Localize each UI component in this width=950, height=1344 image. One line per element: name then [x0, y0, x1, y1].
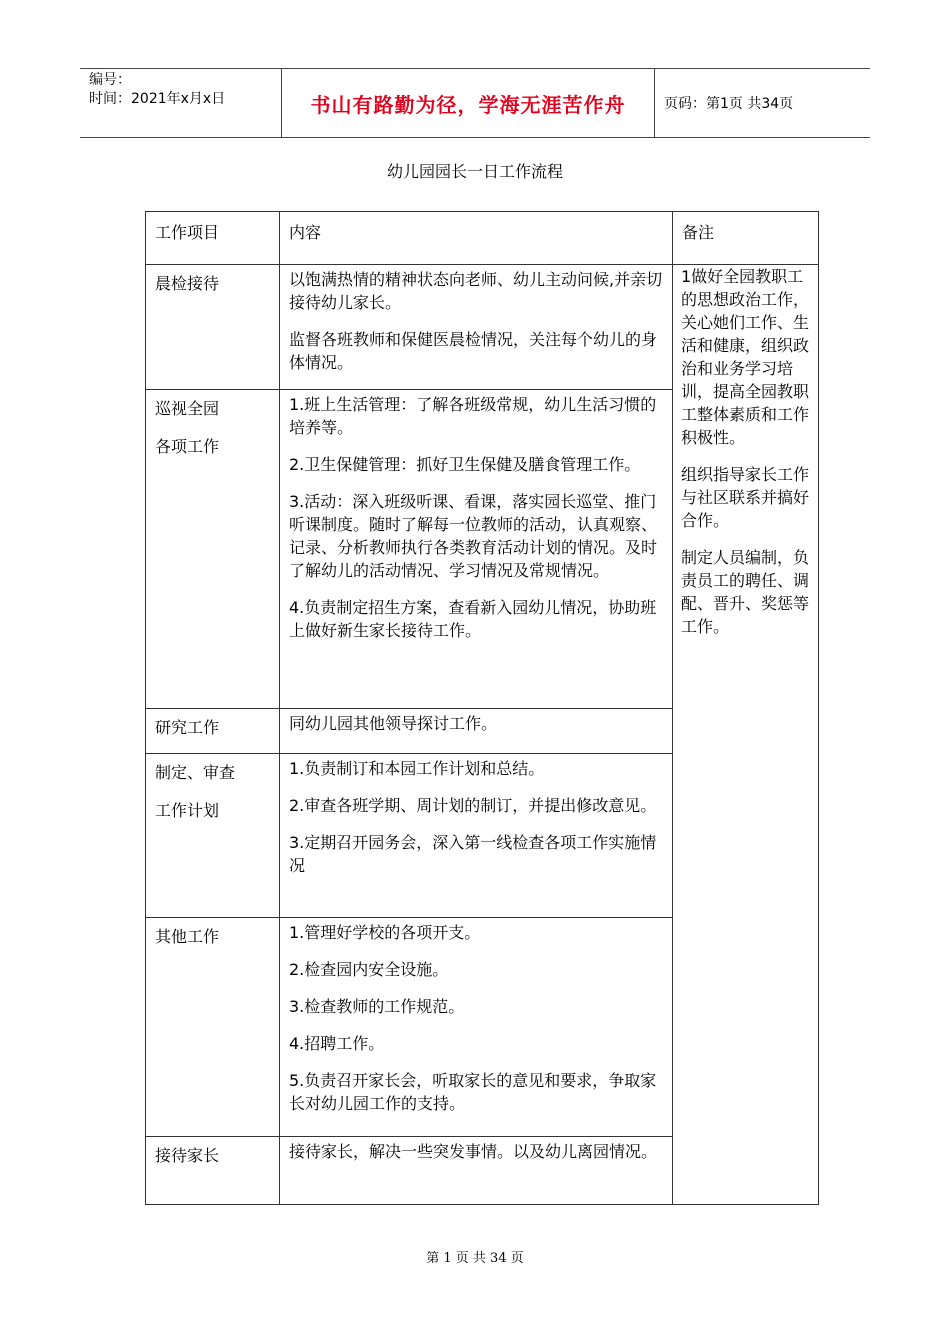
content-item: 1.管理好学校的各项开支。: [289, 923, 481, 942]
document-header: [80, 68, 870, 138]
work-item-cell: [146, 1137, 280, 1205]
content-cell: [280, 754, 673, 918]
header-motto: 书山有路勤为径，学海无涯苦作舟: [282, 69, 655, 137]
content-cell: [280, 709, 673, 754]
note-item: 组织指导家长工作与社区联系并搞好合作。: [681, 465, 810, 530]
workflow-table-body: [146, 212, 819, 1205]
work-item-label: 工作计划: [155, 801, 220, 820]
work-item-label: 研究工作: [155, 718, 220, 737]
content-item: 3.活动：深入班级听课、看课，落实园长巡堂、推门听课制度。随时了解每一位教师的活动，认真观察、记录、分析教师执行各类教育活动计划的情况。及时了解幼儿的活动情况、学习情况及常规情况。: [289, 492, 658, 580]
work-item-cell: [146, 918, 280, 1137]
header-cell-item: 工作项目: [146, 212, 280, 265]
content-item: 3.定期召开园务会，深入第一线检查各项工作实施情况: [289, 833, 657, 875]
header-cell-content: 内容: [280, 212, 673, 265]
content-item: 以饱满热情的精神状态向老师、幼儿主动问候,并亲切接待幼儿家长。: [289, 270, 663, 312]
content-cell: [280, 265, 673, 390]
page-footer: 第 1 页 共 34 页: [426, 1251, 524, 1266]
work-item-label: 晨检接待: [155, 274, 220, 293]
header-meta: [80, 69, 282, 137]
table-row: [146, 265, 819, 390]
content-item: 2.卫生保健管理：抓好卫生保健及膳食管理工作。: [289, 455, 641, 474]
content-item: 监督各班教师和保健医晨检情况，关注每个幼儿的身体情况。: [289, 330, 658, 372]
content-item: 5.负责召开家长会，听取家长的意见和要求，争取家长对幼儿园工作的支持。: [289, 1071, 657, 1113]
note-item: 制定人员编制，负责员工的聘任、调配、晋升、奖惩等工作。: [681, 548, 810, 636]
content-item: 2.审查各班学期、周计划的制订，并提出修改意见。: [289, 796, 657, 815]
work-item-label: 制定、审查: [155, 763, 236, 782]
work-item-cell: [146, 754, 280, 918]
content-cell: [280, 390, 673, 709]
work-item-cell: [146, 709, 280, 754]
content-cell: [280, 1137, 673, 1205]
content-item: 1.班上生活管理：了解各班级常规，幼儿生活习惯的培养等。: [289, 395, 657, 437]
workflow-table: [145, 211, 819, 1205]
work-item-cell: [146, 265, 280, 390]
work-item-label: 巡视全园: [155, 399, 220, 418]
content-cell: [280, 918, 673, 1137]
table-header-row: [146, 212, 819, 265]
content-item: 4.招聘工作。: [289, 1034, 385, 1053]
content-item: 4.负责制定招生方案，查看新入园幼儿情况，协助班上做好新生家长接待工作。: [289, 598, 657, 640]
work-item-label: 其他工作: [155, 927, 220, 946]
header-cell-notes: 备注: [673, 212, 819, 265]
document-number-label: 编号：: [89, 72, 131, 88]
document-title: 幼儿园园长一日工作流程: [386, 162, 563, 181]
work-item-label: 各项工作: [155, 437, 220, 456]
content-item: 同幼儿园其他领导探讨工作。: [289, 714, 498, 733]
work-item-cell: [146, 390, 280, 709]
content-item: 2.检查园内安全设施。: [289, 960, 449, 979]
notes-cell: [673, 265, 819, 1205]
work-item-label: 接待家长: [155, 1146, 220, 1165]
content-item: 3.检查教师的工作规范。: [289, 997, 465, 1016]
content-item: 接待家长，解决一些突发事情。以及幼儿离园情况。: [289, 1142, 658, 1161]
content-item: 1.负责制订和本园工作计划和总结。: [289, 759, 545, 778]
header-page-number: 页码：第1页 共34页: [664, 96, 794, 112]
note-item: 1做好全园教职工的思想政治工作，关心她们工作、生活和健康，组织政治和业务学习培训，提高全园教职工整体素质和工作积极性。: [681, 267, 810, 447]
document-time-label: 时间：2021年x月x日: [89, 91, 226, 107]
